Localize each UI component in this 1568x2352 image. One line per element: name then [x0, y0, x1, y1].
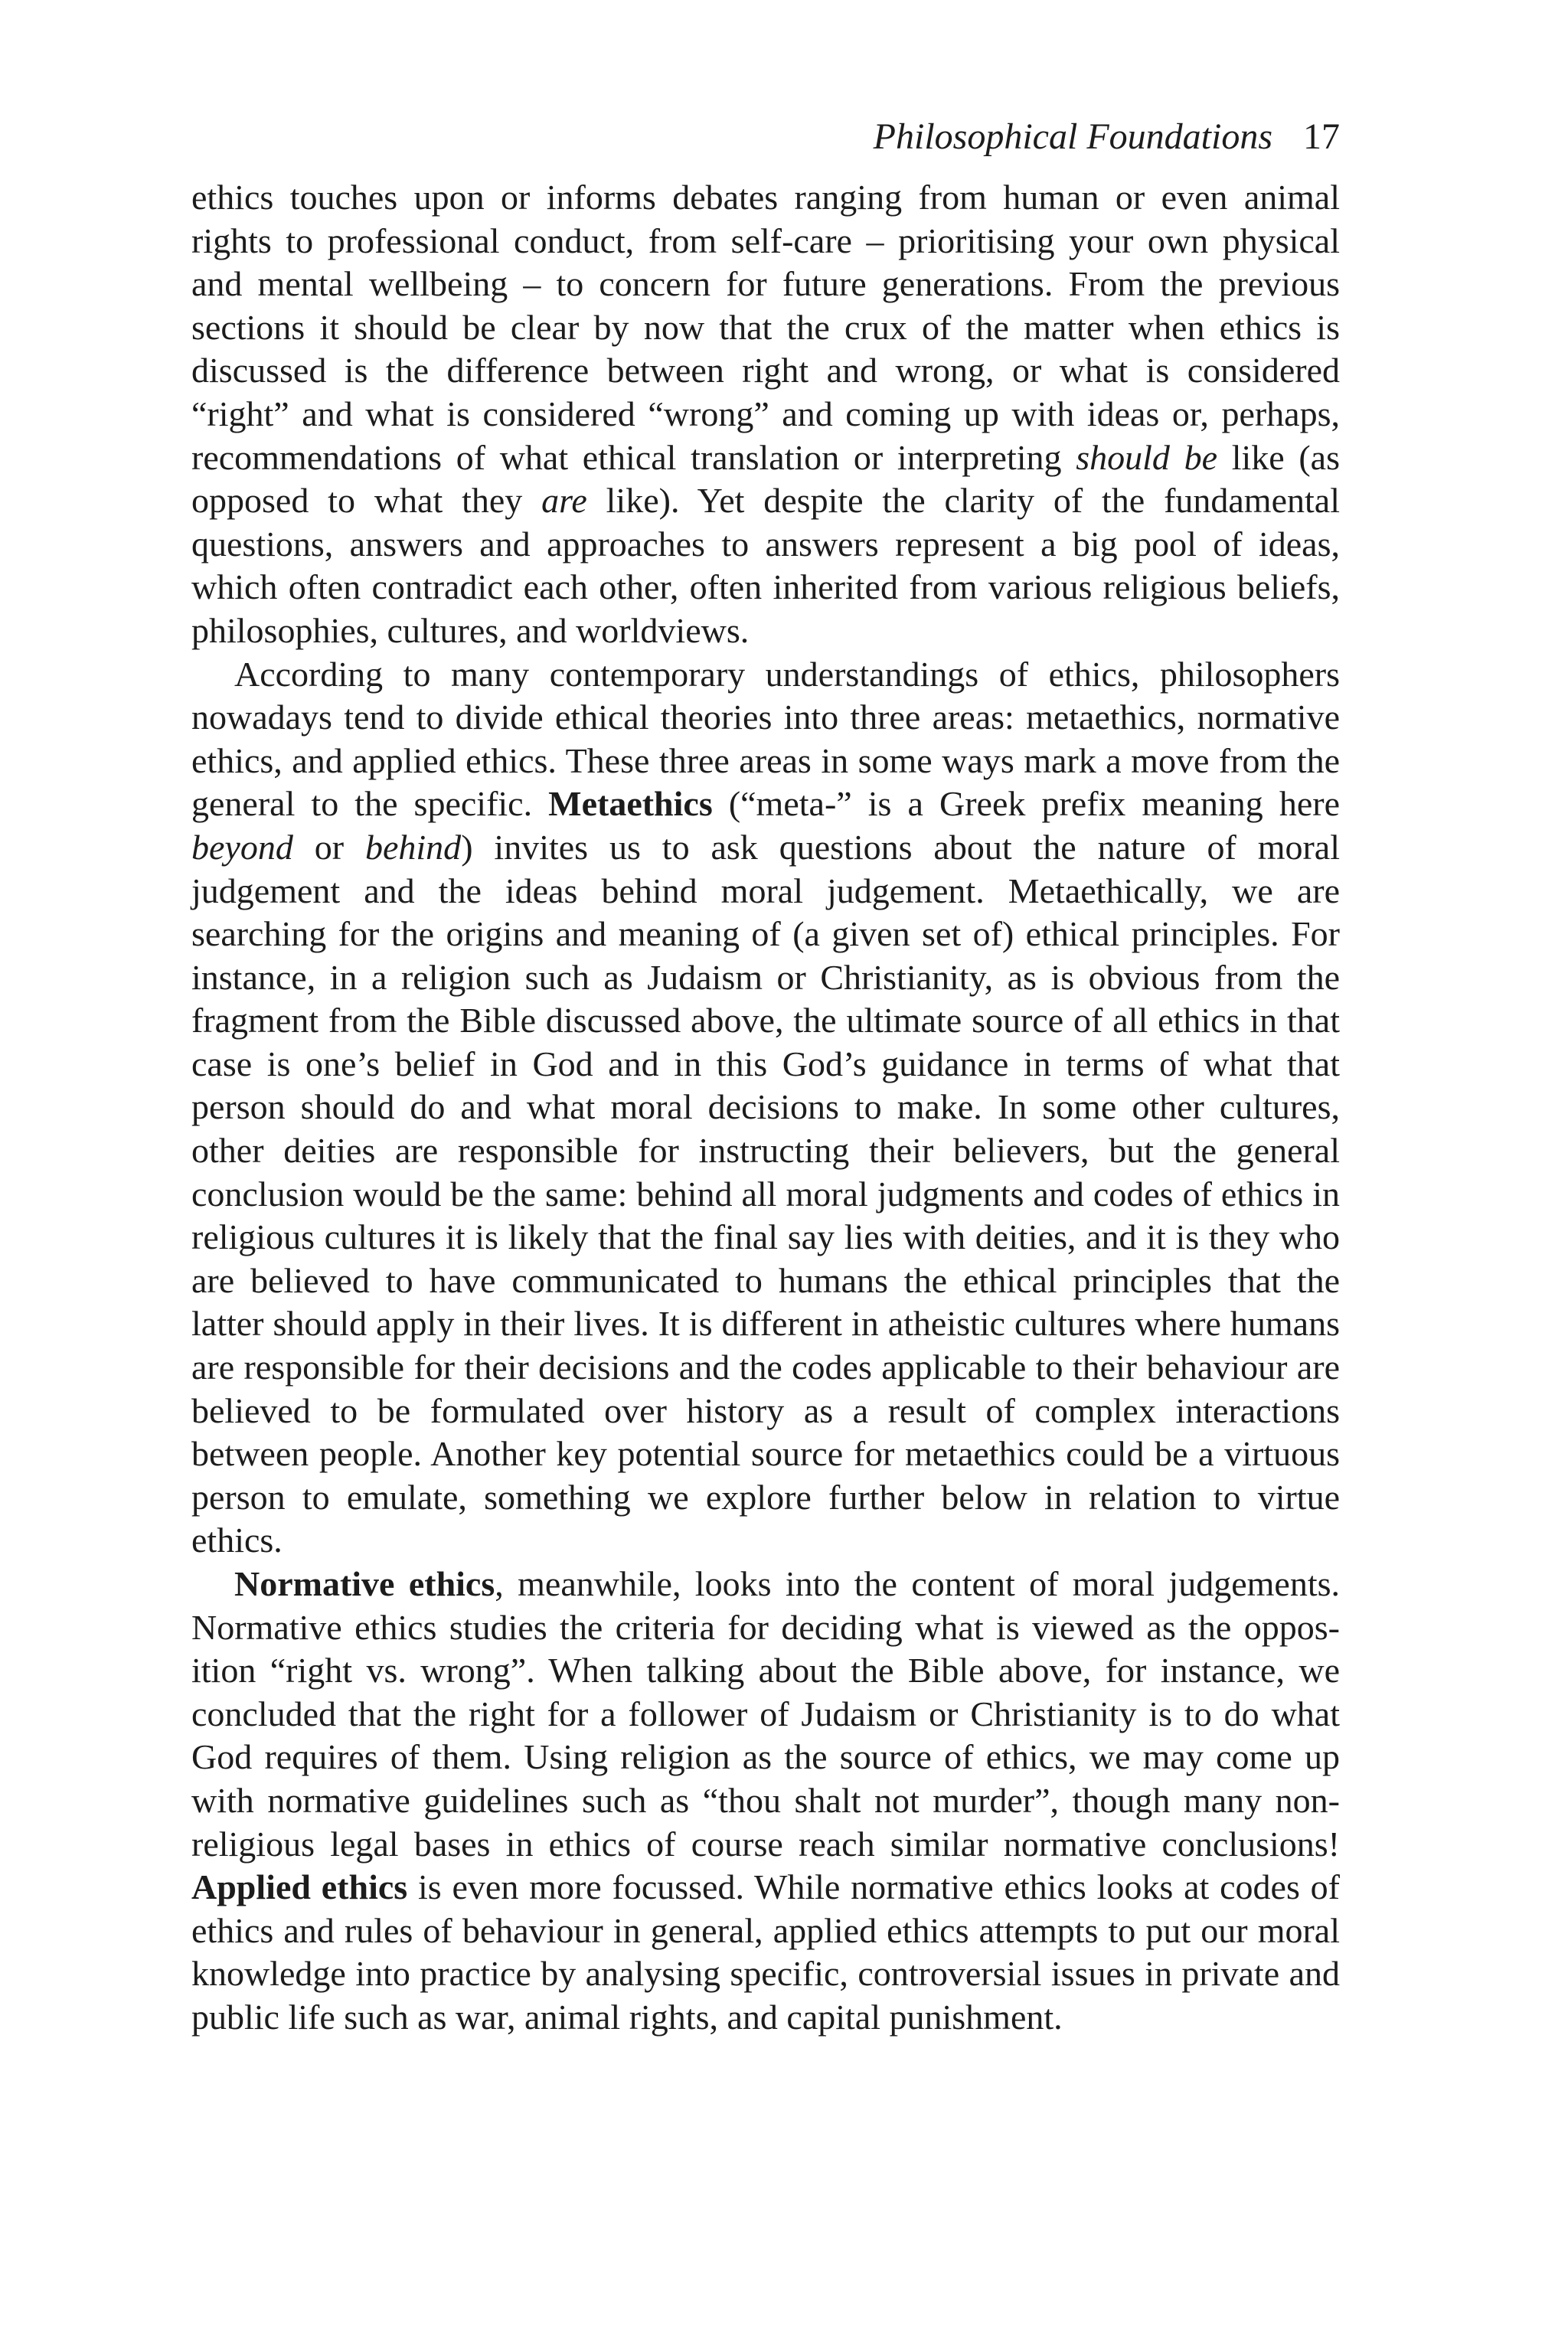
p2-text-4: ) invites us to ask questions about the nature of moral judgement and the ideas behind moral judgement. Metaethically, we are searching for the origins and meaning of (a given set of) ethical principles. For instance, in a religion such as Judaism or Christianity, as is obvious from the fragment from the Bible discussed above, the ultimate source of all ethics in that case is one’s belief in God and in this God’s guidance in terms of what that person should do and what moral decisions to make. In some other cultures, other deities are responsible for instructing their believers, but the general conclusion would be the same: behind all moral judgments and codes of ethics in religious cultures it is likely that the final say lies with deities, and it is they who are believed to have communicated to humans the ethical principles that the latter should apply in their lives. It is different in atheistic cultures where humans are responsible for their decisions and the codes applicable to their behaviour are believed to be formulated over history as a result of complex interactions between people. Another key potential source for metaethics could be a virtuous person to emulate, something we explore further below in relation to virtue ethics. — [191, 827, 1340, 1560]
term-metaethics: Metaethics — [548, 784, 713, 824]
page-body — [191, 176, 1340, 2040]
page-number: 17 — [1303, 116, 1340, 157]
p2-text-3: or — [292, 827, 365, 867]
term-normative-ethics: Normative ethics — [234, 1564, 495, 1603]
p1-text-3: like). Yet despite the clarity of the fundamental questions, answers and approaches to answers represent a big pool of ideas, which often contradict each other, often inherited from various religious beliefs, philosophies, cultures, and worldviews. — [191, 481, 1340, 650]
paragraph-2 — [191, 653, 1340, 1563]
paragraph-1 — [191, 176, 1340, 653]
p1-text-1: ethics touches upon or informs debates ranging from human or even animal rights to professional conduct, from self-care – prioritising your own physical and mental wellbeing – to concern for future generations. From the previous sections it should be clear by now that the crux of the matter when ethics is discussed is the difference between right and wrong, or what is considered “right” and what is considered “wrong” and coming up with ideas or, perhaps, recommendations of what ethical translation or interpreting — [191, 178, 1340, 477]
p1-italic-should-be: should be — [1076, 437, 1218, 477]
paragraph-3 — [191, 1563, 1340, 2040]
p1-text-2: like (as opposed to what they — [191, 437, 1340, 521]
p1-italic-are: are — [541, 481, 587, 521]
p2-text-1: According to many contemporary understandings of ethics, philosophers nowadays tend to divide ethical theories into three areas: metaethics, normative ethics, and applied ethics. These three areas in some ways mark a move from the general to the specific. — [191, 654, 1340, 824]
p2-italic-beyond: beyond — [191, 827, 293, 867]
term-applied-ethics: Applied ethics — [191, 1867, 408, 1907]
running-head — [191, 115, 1340, 159]
p2-text-2: (“meta-” is a Greek prefix meaning here — [712, 784, 1341, 824]
p2-italic-behind: behind — [364, 827, 462, 867]
p3-text-1: , meanwhile, looks into the content of moral judgements. Normative ethics studies the criteria for deciding what is viewed as the opposition “right vs. wrong”. When talking about the Bible above, for instance, we concluded that the right for a follower of Judaism or Christianity is to do what God requires of them. Using religion as the source of ethics, we may come up with normative guidelines such as “thou shalt not murder”, though many non-religious legal bases in ethics of course reach similar normative conclusions! — [191, 1564, 1341, 1864]
p3-text-2: is even more focussed. While normative ethics looks at codes of ethics and rules of behaviour in general, applied ethics attempts to put our moral knowledge into practice by analysing specific, controversial issues in private and public life such as war, animal rights, and capital punishment. — [191, 1867, 1340, 2037]
running-title: Philosophical Foundations — [873, 116, 1272, 157]
